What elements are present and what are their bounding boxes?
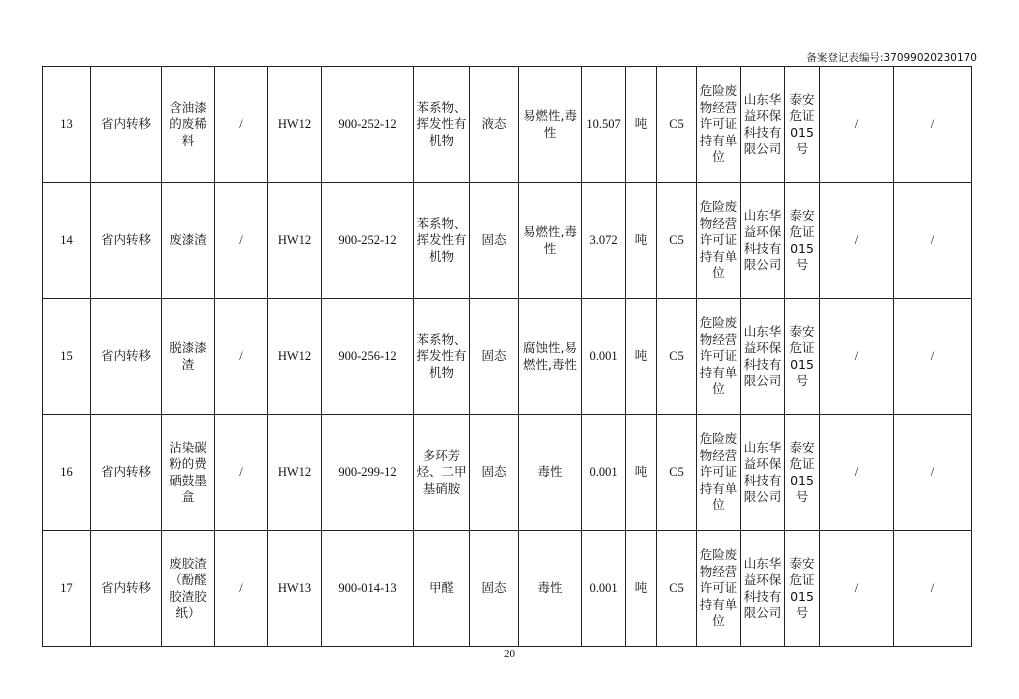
cell-col16: / (820, 183, 894, 299)
cell-form: 固态 (470, 415, 519, 531)
cell-code: 900-256-12 (322, 299, 414, 415)
cell-receiver: 山东华益环保科技有限公司 (741, 415, 785, 531)
cell-no: 15 (43, 299, 91, 415)
table-row (43, 531, 972, 647)
cell-waste-name: 沾染碳粉的费硒鼓墨盒 (162, 415, 215, 531)
cell-quantity: 3.072 (582, 183, 626, 299)
cell-license: 泰安危证015号 (785, 299, 820, 415)
cell-receiver-type: 危险废物经营许可证持有单位 (697, 183, 741, 299)
cell-form: 固态 (470, 299, 519, 415)
cell-hazard: 毒性 (519, 531, 582, 647)
cell-col4: / (215, 299, 268, 415)
cell-receiver-type: 危险废物经营许可证持有单位 (697, 67, 741, 183)
cell-category: HW12 (268, 183, 322, 299)
cell-col4: / (215, 531, 268, 647)
table-row (43, 67, 972, 183)
cell-category: HW12 (268, 299, 322, 415)
cell-col17: / (894, 183, 972, 299)
cell-form: 固态 (470, 183, 519, 299)
cell-waste-name: 废胶渣（酚醛胶渣胶纸） (162, 531, 215, 647)
cell-license: 泰安危证015号 (785, 67, 820, 183)
cell-category: HW12 (268, 415, 322, 531)
cell-unit: 吨 (626, 183, 657, 299)
hazardous-waste-table (42, 66, 972, 647)
cell-level: C5 (657, 67, 697, 183)
cell-license: 泰安危证015号 (785, 183, 820, 299)
cell-hazard: 腐蚀性,易燃性,毒性 (519, 299, 582, 415)
cell-component: 多环芳烃、二甲基硝胺 (414, 415, 470, 531)
cell-component: 甲醛 (414, 531, 470, 647)
cell-hazard: 易燃性,毒性 (519, 67, 582, 183)
cell-waste-name: 废漆渣 (162, 183, 215, 299)
table-row (43, 183, 972, 299)
cell-form: 固态 (470, 531, 519, 647)
table-row (43, 415, 972, 531)
cell-code: 900-252-12 (322, 183, 414, 299)
cell-col4: / (215, 415, 268, 531)
cell-col4: / (215, 183, 268, 299)
cell-form: 液态 (470, 67, 519, 183)
cell-transfer: 省内转移 (91, 183, 162, 299)
cell-col17: / (894, 531, 972, 647)
cell-transfer: 省内转移 (91, 415, 162, 531)
cell-receiver: 山东华益环保科技有限公司 (741, 183, 785, 299)
cell-transfer: 省内转移 (91, 299, 162, 415)
cell-col16: / (820, 531, 894, 647)
cell-unit: 吨 (626, 531, 657, 647)
cell-quantity: 0.001 (582, 299, 626, 415)
table-row (43, 299, 972, 415)
cell-quantity: 0.001 (582, 531, 626, 647)
cell-license: 泰安危证015号 (785, 415, 820, 531)
page-number: 20 (504, 648, 515, 660)
cell-category: HW13 (268, 531, 322, 647)
cell-unit: 吨 (626, 299, 657, 415)
cell-waste-name: 脱漆漆渣 (162, 299, 215, 415)
cell-level: C5 (657, 531, 697, 647)
cell-quantity: 0.001 (582, 415, 626, 531)
cell-license: 泰安危证015号 (785, 531, 820, 647)
cell-component: 苯系物、挥发性有机物 (414, 183, 470, 299)
cell-no: 13 (43, 67, 91, 183)
cell-receiver-type: 危险废物经营许可证持有单位 (697, 299, 741, 415)
cell-hazard: 毒性 (519, 415, 582, 531)
cell-receiver: 山东华益环保科技有限公司 (741, 531, 785, 647)
cell-col17: / (894, 67, 972, 183)
cell-level: C5 (657, 299, 697, 415)
record-number: 备案登记表编号:37099020230170 (806, 52, 977, 64)
cell-no: 17 (43, 531, 91, 647)
cell-category: HW12 (268, 67, 322, 183)
cell-col17: / (894, 415, 972, 531)
cell-receiver-type: 危险废物经营许可证持有单位 (697, 531, 741, 647)
cell-receiver-type: 危险废物经营许可证持有单位 (697, 415, 741, 531)
cell-code: 900-299-12 (322, 415, 414, 531)
cell-col4: / (215, 67, 268, 183)
cell-receiver: 山东华益环保科技有限公司 (741, 67, 785, 183)
cell-quantity: 10.507 (582, 67, 626, 183)
cell-col17: / (894, 299, 972, 415)
cell-code: 900-014-13 (322, 531, 414, 647)
cell-transfer: 省内转移 (91, 67, 162, 183)
cell-col16: / (820, 415, 894, 531)
cell-col16: / (820, 299, 894, 415)
cell-component: 苯系物、挥发性有机物 (414, 299, 470, 415)
cell-receiver: 山东华益环保科技有限公司 (741, 299, 785, 415)
cell-col16: / (820, 67, 894, 183)
cell-waste-name: 含油漆的废稀料 (162, 67, 215, 183)
cell-hazard: 易燃性,毒性 (519, 183, 582, 299)
cell-unit: 吨 (626, 415, 657, 531)
cell-transfer: 省内转移 (91, 531, 162, 647)
cell-level: C5 (657, 183, 697, 299)
cell-no: 16 (43, 415, 91, 531)
cell-no: 14 (43, 183, 91, 299)
cell-code: 900-252-12 (322, 67, 414, 183)
cell-unit: 吨 (626, 67, 657, 183)
cell-level: C5 (657, 415, 697, 531)
cell-component: 苯系物、挥发性有机物 (414, 67, 470, 183)
